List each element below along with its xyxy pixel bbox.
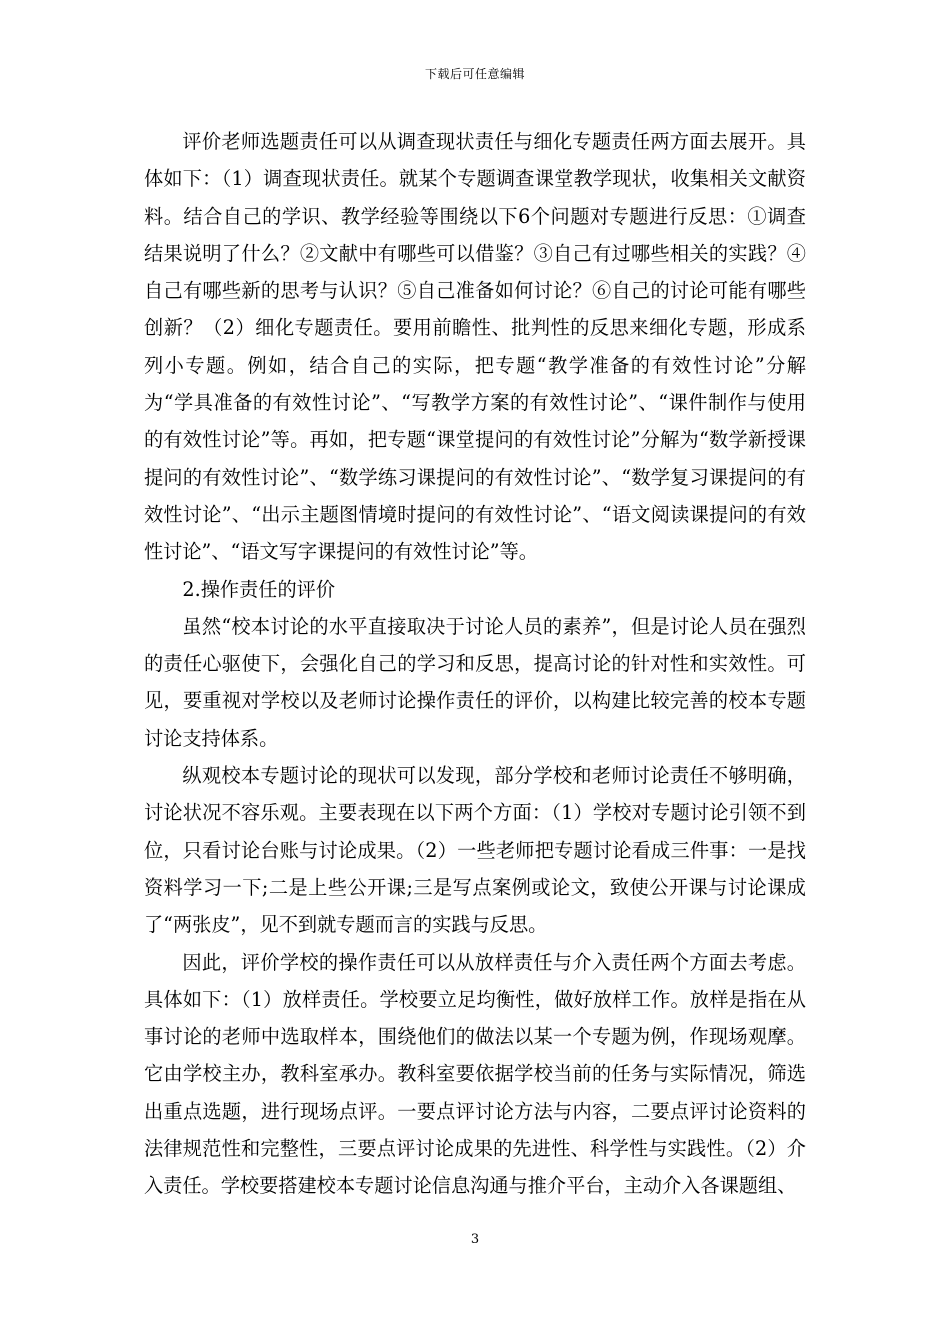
section-heading-operation-responsibility: 2.操作责任的评价	[182, 577, 336, 601]
paragraph-school-operation-responsibility: 因此，评价学校的操作责任可以从放样责任与介入责任两个方面去考虑。具体如下：（1）放样责任。学校要立足均衡性，做好放样工作。放样是指在从事讨论的老师中选取样本，围绕他们的做法以某一个专题为例，作现场观摩。它由学校主办，教科室承办。教科室要依据学校当前的任务与实际情况，筛选出重点选题，进行现场点评。一要点评讨论方法与内容，二要点评讨论资料的法律规范性和完整性，三要点评讨论成果的先进性、科学性与实践性。（2）介入责任。学校要搭建校本专题讨论信息沟通与推介平台，主动介入各课题组、	[144, 950, 806, 1198]
document-body	[144, 123, 806, 1205]
paragraph-topic-selection-responsibility: 评价老师选题责任可以从调查现状责任与细化专题责任两方面去展开。具体如下：（1）调查现状责任。就某个专题调查课堂教学现状，收集相关文献资料。结合自己的学识、教学经验等围绕以下6个问题对专题进行反思：①调查结果说明了什么？②文献中有哪些可以借鉴？③自己有过哪些相关的实践？④自己有哪些新的思考与认识？⑤自己准备如何讨论？⑥自己的讨论可能有哪些创新？（2）细化专题责任。要用前瞻性、批判性的反思来细化专题，形成系列小专题。例如，结合自己的实际，把专题“教学准备的有效性讨论”分解为“学具准备的有效性讨论”、“写教学方案的有效性讨论”、“课件制作与使用的有效性讨论”等。再如，把专题“课堂提问的有效性讨论”分解为“数学新授课提问的有效性讨论”、“数学练习课提问的有效性讨论”、“数学复习课提问的有效性讨论”、“出示主题图情境时提问的有效性讨论”、“语文阅读课提问的有效性讨论”、“语文写字课提问的有效性讨论”等。	[144, 130, 806, 564]
paragraph-current-status: 纵观校本专题讨论的现状可以发现，部分学校和老师讨论责任不够明确，讨论状况不容乐观。主要表现在以下两个方面：（1）学校对专题讨论引领不到位，只看讨论台账与讨论成果。（2）一些老师把专题讨论看成三件事：一是找资料学习一下;二是上些公开课;三是写点案例或论文，致使公开课与讨论课成了“两张皮”，见不到就专题而言的实践与反思。	[144, 764, 806, 937]
page-header: 下载后可任意编辑	[424, 67, 525, 81]
page-number: 3	[470, 1232, 480, 1247]
paragraph-operation-responsibility-importance: 虽然“校本讨论的水平直接取决于讨论人员的素养”，但是讨论人员在强烈的责任心驱使下，会强化自己的学习和反思，提高讨论的针对性和实效性。可见，要重视对学校以及老师讨论操作责任的评价，以构建比较完善的校本专题讨论支持体系。	[144, 614, 806, 750]
